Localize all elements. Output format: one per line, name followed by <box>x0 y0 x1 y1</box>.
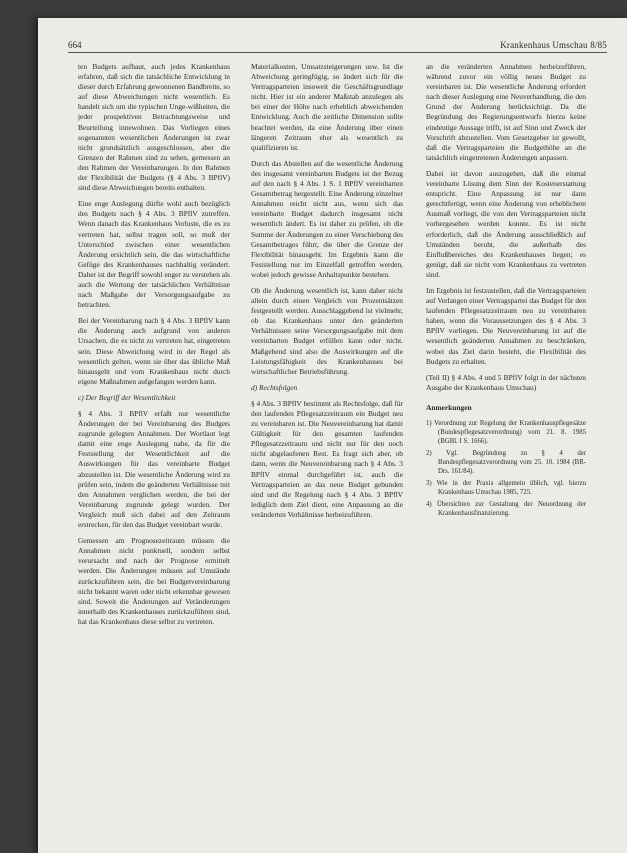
page-header <box>68 38 607 58</box>
footnote: 4) Übersichten zur Gestaltung der Neuordnung der Krankenhausfinanzierung. <box>426 501 586 517</box>
paragraph: Eine enge Auslegung dürfte wohl auch bezüglich des Budgets nach § 4 Abs. 3 BPflV zutreffen. Wenn danach das Krankenhaus Verluste, die es zu vertreten hat, selbst tragen soll, so muß der Unterschied zwischen einer wesentlichen Änderung ersichtlich sein, die das wirtschaftliche Gefüge des Krankenhauses nachhaltig verändert. Daher ist der Begriff sowohl enger zu verstehen als auch die Wertung der tatsächlichen Verhältnisse nach Maßgabe der Versorgungsaufgabe zu betrachten. <box>78 199 230 310</box>
text-column-2 <box>251 62 403 526</box>
paragraph: Gemessen am Prognosezeitraum müssen die Annahmen nicht punktuell, sondern selbst verursacht und nach der Prognose ermittelt werden. Die Änderungen müssen auf Umstände zurückzuführen sein, die bei Budgetvereinbarung nicht bekannt waren oder nicht erkennbar gewesen sind. Soweit die Änderungen auf Veränderungen innerhalb des Krankenhauses zurückzuführen sind, hat das Krankenhaus diese selbst zu vertreten. <box>78 536 230 626</box>
section-heading-d: d) Rechtsfolgen <box>251 382 298 392</box>
section-heading-c: c) Der Begriff der Wesentlichkeit <box>78 392 176 402</box>
paragraph: Im Ergebnis ist festzustellen, daß die Vertragsparteien auf Verlangen einer Vertragspartei das Budget für den laufenden Pflegesatzzeitraum neu zu vereinbaren haben, wenn die Voraussetzungen des § 4 Abs. 3 BPflV vorliegen. Die Neuvereinbarung ist auf die wesentlich geänderten Annahmen zu beschränken, wobei das Ziel darin besteht, die Flexibilität des Budgets zu erhalten. <box>426 285 586 366</box>
paragraph: § 4 Abs. 3 BPflV erfaßt nur wesentliche Änderungen der bei Vereinbarung des Budgets zugrunde gelegten Annahmen. Der Wortlaut legt damit eine enge Auslegung nahe, da für die Feststellung der Wesentlichkeit auf die Auswirkungen für das vereinbarte Budget abzustellen ist. Die wesentliche Änderung wird zu prüfen sein, indem die geänderten Verhältnisse mit den Annahmen verglichen werden, die bei der Vereinbarung zugrunde gelegt wurden. Der Vergleich muß sich dabei auf den Zeitraum erstrecken, für den das Budget vereinbart wurde. <box>78 409 230 530</box>
paragraph: ten Budgets aufbaut, auch jedes Krankenhaus erfahren, daß sich die tatsächliche Entwicklung in dieser durch Erfahrung gewonnenen Bandbreite, so auf diese Abweichungen nicht wesentlich. Es handelt sich um die typischen Unge-wißheiten, die jeder prospektiven Betrachtungsweise und Beurteilung innewohnen. Das Vorliegen eines sogenannten wesentlichen Änderungen ist zwar nicht grundsätzlich ausgeschlossen, aber die Grenzen der Rahmen sind zu sehen, gemessen an den Rahmen der Vereinbarungen. In den Rahmen der Flexibilität der Budgets (§ 4 Abs. 3 BPflV) sind diese Abweichungen bereits enthalten. <box>78 62 230 193</box>
paragraph: Durch das Abstellen auf die wesentliche Änderung des insgesamt vereinbarten Budgets ist der Bezug auf den nach § 4 Abs. 1 S. 1 BPflV vereinbarten Gesamtbetrag hergestellt. Eine Änderung einzelner Annahmen reicht nicht aus, wenn sich das vereinbarte Budget dadurch insgesamt nicht wesentlich ändert. Es ist daher zu prüfen, ob die Summe der Änderungen zu einer Verschiebung des Gesamtbetrages führt, die über die Grenze der Flexibilität hinausgeht. Im Ergebnis kann die Feststellung nur im Einzelfall getroffen werden, wobei jedoch gewisse Anhaltspunkte bestehen. <box>251 158 403 279</box>
paragraph: Bei der Vereinbarung nach § 4 Abs. 3 BPflV kann die Änderung auch aufgrund von anderen Ursachen, die es nicht zu vertreten hat, eingetreten sein. Diese Abweichung wird in der Regel als wesentlich gelten, wenn sie über das übliche Maß hinausgeht und vom Krankenhaus nicht durch eigene Maßnahmen aufgefangen werden kann. <box>78 316 230 386</box>
document-page <box>38 18 627 853</box>
paragraph: Dabei ist davon auszugehen, daß die einmal vereinbarte Lösung dem Sinn der Kostenerstattung entspricht. Eine Anpassung ist nur dann gerechtfertigt, wenn eine Änderung von erheblichem Ausmaß vorliegt, die von den Vertragsparteien nicht vorhergesehen werden konnte. Es ist nicht erforderlich, daß die Änderung ausschließlich auf Umständen beruht, die außerhalb des Einflußbereiches des Krankenhauses liegen; es genügt, daß sie nicht vom Krankenhaus zu vertreten sind. <box>426 168 586 279</box>
paragraph: an die veränderten Annahmen herbeizuführen, während zuvor ein völlig neues Budget zu vereinbaren ist. Die wesentliche Änderung erfordert nach dieser Auslegung eine Neuverhandlung, die den Grund der Änderung berücksichtigt. Da die Begründung des Regierungsentwurfs hierzu keine eindeutige Aussage trifft, ist auf Sinn und Zweck der Vorschrift abzustellen. Vom Gesetzgeber ist gewollt, daß die Vertragsparteien die Budgethöhe an die tatsächlich eingetretenen Änderungen anpassen. <box>426 62 586 162</box>
paragraph: § 4 Abs. 3 BPflV bestimmt als Rechtsfolge, daß für den laufenden Pflegesatzzeitraum ein Budget neu zu vereinbaren ist. Die Neuvereinbarung hat damit Gültigkeit für den gesamten laufenden Pflegesatzzeitraum und nicht nur für den noch nicht abgelaufenen Rest. Es fragt sich aber, ob dann, wenn die Neuvereinbarung nach § 4 Abs. 3 BPflV einmal durchgeführt ist, auch die Vertragsparteien an das neue Budget gebunden sind und die Regelung nach § 4 Abs. 3 BPflV lediglich dem Ziel dient, eine Anpassung an die veränderten Verhältnisse herbeizuführen. <box>251 398 403 519</box>
text-column-3 <box>426 62 586 521</box>
footnote: 3) Wie in der Praxis allgemein üblich, vgl. hierzu Krankenhaus Umschau 1985, 725. <box>426 480 586 496</box>
continuation-note: (Teil II) § 4 Abs. 4 und 5 BPflV folgt in der nächsten Ausgabe der Krankenhaus Umschau) <box>426 372 586 392</box>
page-number: 664 <box>68 40 82 50</box>
footnote: 2) Vgl. Begründung zu § 4 der Bundespflegesatzverordnung vom 25. 10. 1984 (BR-Drs. 161/84). <box>426 450 586 475</box>
footnote: 1) Verordnung zur Regelung der Krankenhauspflegesätze (Bundespflegesatzverordnung) vom 21. 8. 1985 (BGBl. I S. 1666). <box>426 420 586 445</box>
text-column-1 <box>78 62 230 633</box>
paragraph: Materialkosten, Umsatzsteigerungen usw. Ist die Abweichung geringfügig, so ändert sich für die Vertragsparteien insoweit die Geschäftsgrundlage nicht. Hier ist ein anderer Maßstab anzulegen als bei einer der Höhe nach erheblich abweichenden Entwicklung. Auch die zeitliche Dimension sollte beachtet werden, da eine Änderung über einen längeren Zeitraum eher als wesentlich zu qualifizieren ist. <box>251 62 403 152</box>
running-head: Krankenhaus Umschau 8/85 <box>500 40 607 50</box>
notes-heading: Anmerkungen <box>426 402 472 412</box>
paragraph: Ob die Änderung wesentlich ist, kann daher nicht allein durch einen Vergleich von Prozentsätzen festgestellt werden. Ausschlaggebend ist vielmehr, ob das Krankenhaus unter den geänderten Verhältnissen seine Versorgungsaufgabe mit dem vereinbarten Budget erfüllen kann oder nicht. Maßgebend sind also die Auswirkungen auf die Leistungsfähigkeit des Krankenhauses bei wirtschaftlicher Betriebsführung. <box>251 285 403 376</box>
header-rule <box>68 52 607 53</box>
